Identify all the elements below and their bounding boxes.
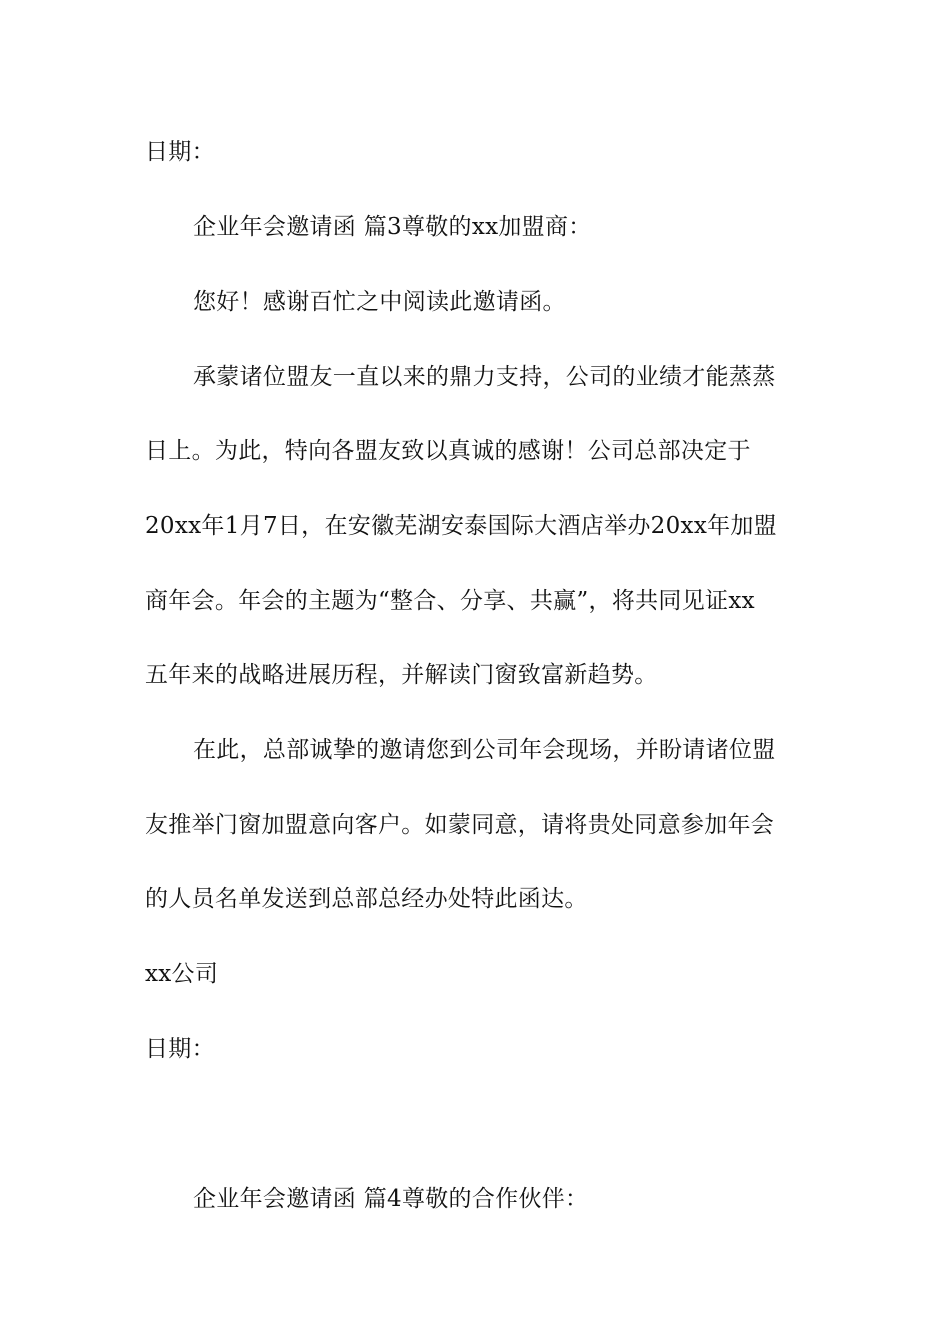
letter-4-heading: 企业年会邀请函 篇4尊敬的合作伙伴：: [193, 1186, 589, 1212]
date-label-1: 日期：: [145, 139, 215, 165]
company-signature: xx公司: [145, 961, 219, 987]
body-paragraph-1-line-3: 20xx年1月7日，在安徽芜湖安泰国际大酒店举办20xx年加盟: [145, 513, 777, 539]
body-paragraph-1-line-2: 日上。为此，特向各盟友致以真诚的感谢！公司总部决定于: [145, 438, 751, 464]
body-paragraph-2-line-2: 友推举门窗加盟意向客户。如蒙同意，请将贵处同意参加年会: [145, 812, 775, 838]
body-paragraph-1-line-4: 商年会。年会的主题为“整合、分享、共赢”，将共同见证xx: [145, 588, 755, 614]
body-paragraph-2-line-3: 的人员名单发送到总部总经办处特此函达。: [145, 886, 588, 912]
letter-3-heading: 企业年会邀请函 篇3尊敬的xx加盟商：: [193, 214, 592, 240]
greeting-paragraph: 您好！感谢百忙之中阅读此邀请函。: [193, 289, 566, 315]
body-paragraph-1-line-1: 承蒙诸位盟友一直以来的鼎力支持，公司的业绩才能蒸蒸: [193, 364, 776, 390]
body-paragraph-2-line-1: 在此，总部诚挚的邀请您到公司年会现场，并盼请诸位盟: [193, 737, 776, 763]
date-label-2: 日期：: [145, 1036, 215, 1062]
body-paragraph-1-line-5: 五年来的战略进展历程，并解读门窗致富新趋势。: [145, 662, 658, 688]
